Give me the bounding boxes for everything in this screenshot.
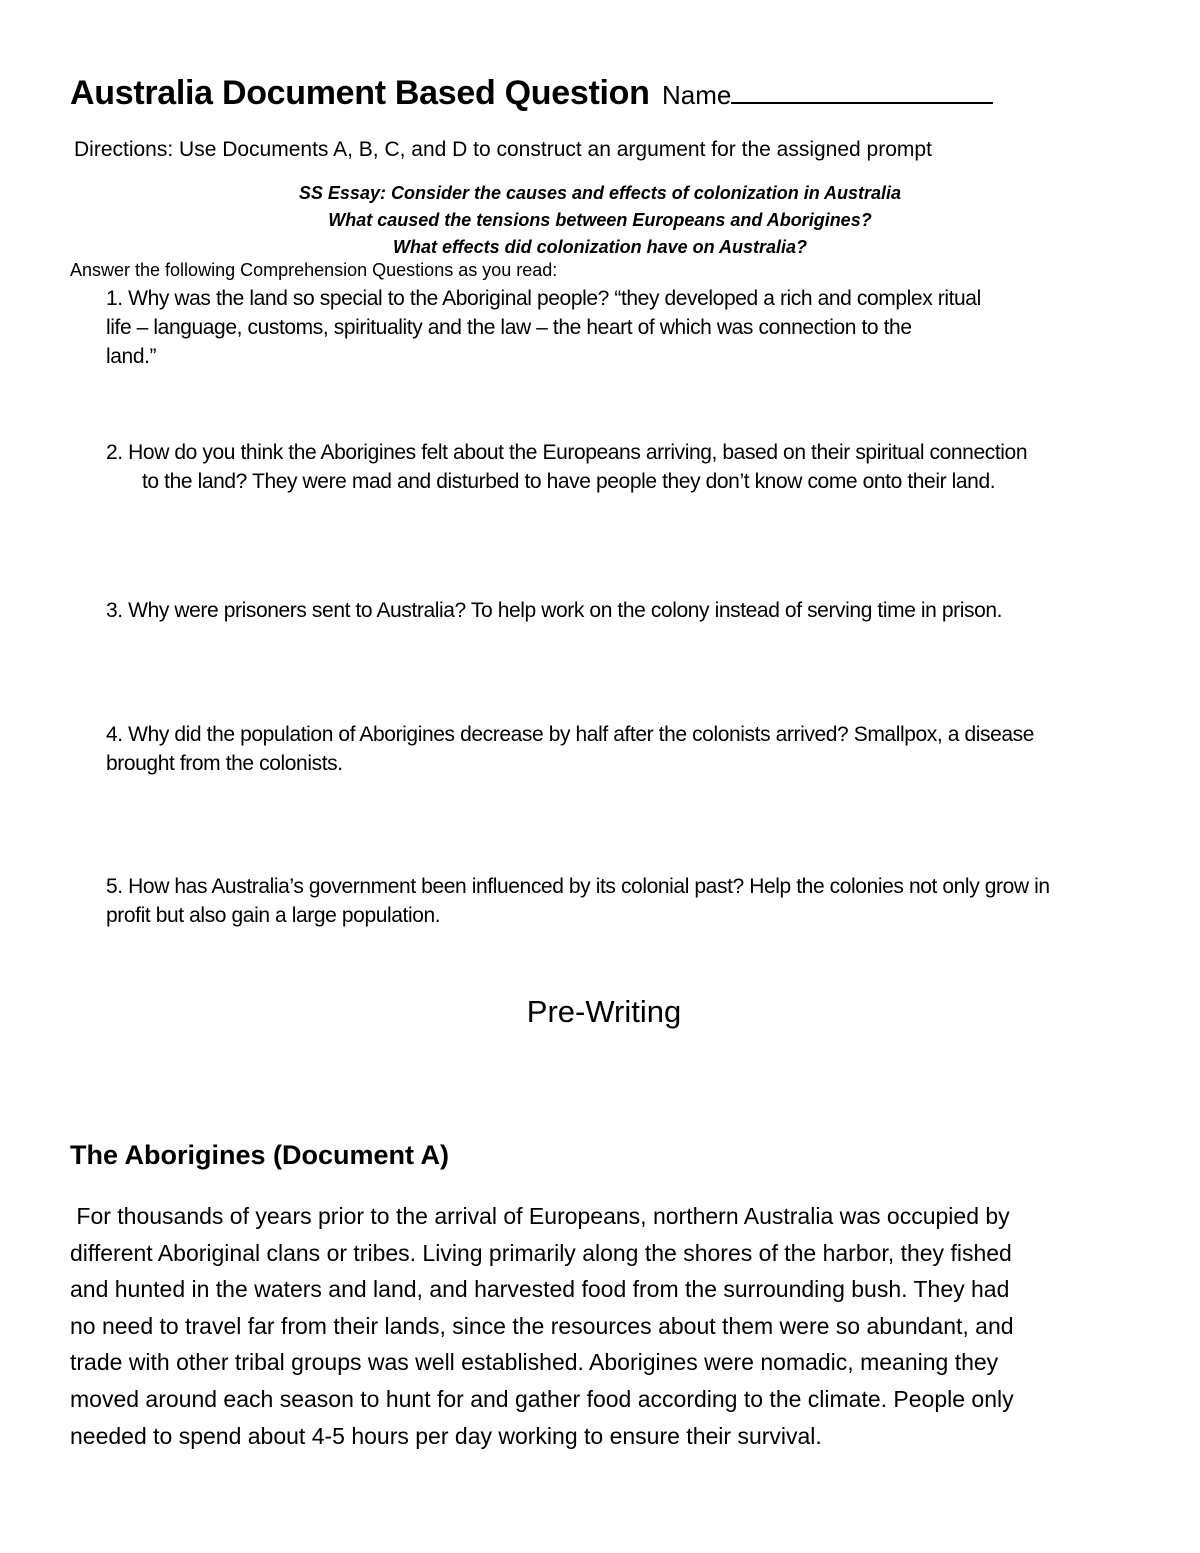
question-5 — [106, 872, 1050, 930]
document-a-body — [70, 1198, 1130, 1454]
question-line: 4. Why did the population of Aborigines decrease by half after the colonists arrived? Smallpox, a disease — [106, 723, 1035, 746]
question-line: 1. Why was the land so special to the Aboriginal people? “they developed a rich and complex ritual — [106, 287, 981, 310]
question-1 — [106, 284, 981, 371]
body-line: no need to travel far from their lands, since the resources about them were so abundant, and — [70, 1312, 1014, 1339]
directions-text: Directions: Use Documents A, B, C, and D to construct an argument for the assigned prompt — [74, 138, 932, 161]
essay-line: SS Essay: Consider the causes and effects of colonization in Australia — [298, 183, 902, 203]
essay-prompt — [0, 180, 1200, 261]
body-line: needed to spend about 4-5 hours per day working to ensure their survival. — [70, 1422, 822, 1449]
name-label: Name — [662, 80, 732, 110]
body-line: For thousands of years prior to the arrival of Europeans, northern Australia was occupied by — [70, 1203, 1010, 1229]
question-line: life – language, customs, spirituality and the law – the heart of which was connection to the — [106, 316, 912, 339]
body-line: different Aboriginal clans or tribes. Living primarily along the shores of the harbor, they fished — [70, 1239, 1012, 1266]
page-title: Australia Document Based Question — [70, 74, 650, 112]
body-line: trade with other tribal groups was well established. Aborigines were nomadic, meaning they — [70, 1349, 999, 1376]
title-row — [70, 74, 993, 113]
body-line: moved around each season to hunt for and gather food according to the climate. People only — [70, 1385, 1014, 1412]
name-blank-line[interactable] — [731, 78, 993, 104]
question-line: profit but also gain a large population. — [106, 904, 441, 927]
prewriting-heading: Pre-Writing — [526, 994, 682, 1029]
question-line: brought from the colonists. — [106, 752, 343, 775]
question-3 — [106, 596, 1002, 625]
essay-line: What caused the tensions between Europeans and Aborigines? — [328, 210, 872, 230]
question-line: to the land? They were mad and disturbed to have people they don’t know come onto their land. — [142, 470, 996, 493]
essay-line: What effects did colonization have on Australia? — [392, 237, 808, 257]
question-4 — [106, 720, 1034, 778]
body-line: and hunted in the waters and land, and harvested food from the surrounding bush. They had — [70, 1276, 1010, 1303]
question-2 — [106, 438, 1027, 496]
question-line: 2. How do you think the Aborigines felt about the Europeans arriving, based on their spiritual connection — [106, 441, 1028, 464]
question-line: 5. How has Australia’s government been influenced by its colonial past? Help the colonies not only grow in — [106, 875, 1050, 898]
document-a-heading: The Aborigines (Document A) — [70, 1140, 450, 1170]
question-line: 3. Why were prisoners sent to Australia? To help work on the colony instead of serving time in prison. — [106, 599, 1003, 622]
answer-instructions: Answer the following Comprehension Questions as you read: — [70, 260, 558, 280]
question-line: land.” — [106, 345, 157, 368]
